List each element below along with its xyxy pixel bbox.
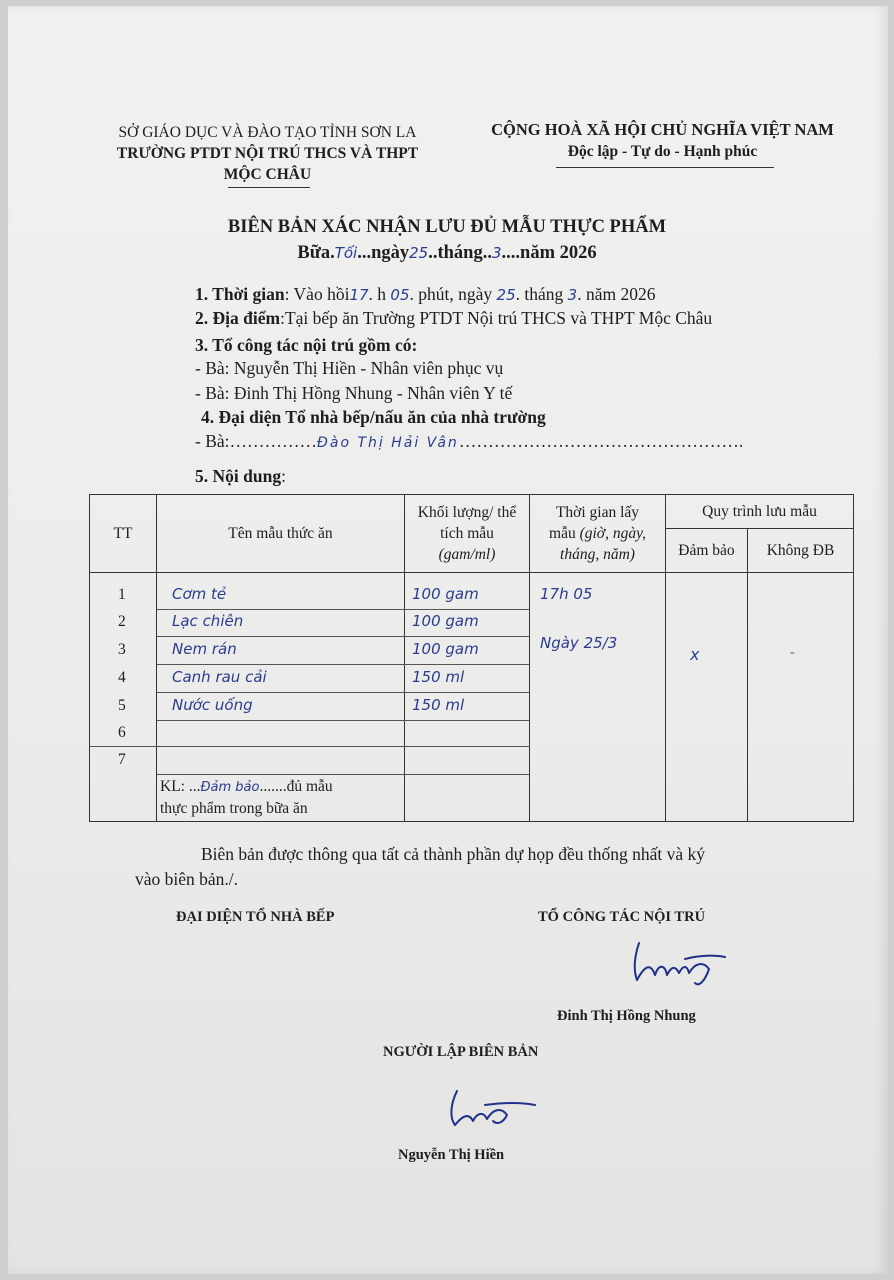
col-header-time-line2b: (giờ, ngày,: [579, 525, 646, 542]
col-header-ok: Đảm bảo: [666, 529, 748, 573]
not-ok-mark: -: [790, 645, 795, 660]
col-header-time-line1: Thời gian lấy: [555, 504, 640, 521]
section-time-text-e: . năm 2026: [577, 284, 656, 304]
row-weight: 100 gam: [412, 640, 479, 658]
ok-mark: x: [690, 645, 700, 664]
row-weight: 100 gam: [412, 612, 479, 630]
section-team-label: 3. Tổ công tác nội trú gồm có:: [195, 335, 418, 355]
conclusion-handwritten: Đảm bảo: [200, 780, 260, 795]
col-header-name: Tên mẫu thức ăn: [157, 495, 405, 573]
row-divider: [89, 746, 530, 747]
preparer-name: Nguyễn Thị Hiền: [398, 1147, 505, 1163]
row-tt: 7: [118, 751, 126, 768]
document-title: BIÊN BẢN XÁC NHẬN LƯU ĐỦ MẪU THỰC PHẨM: [227, 217, 667, 237]
sign-right-name: Đinh Thị Hồng Nhung: [557, 1008, 696, 1024]
kitchen-rep-prefix: - Bà:: [195, 431, 230, 451]
section-content-label: 5. Nội dung: [195, 466, 282, 486]
meal-line: [0, 243, 894, 264]
row-weight: 150 ml: [412, 696, 465, 714]
conclusion: [160, 776, 333, 819]
col-header-time-line3: tháng, năm): [560, 546, 635, 563]
meal-month-label: ..tháng..: [428, 243, 492, 263]
section-time-text-d: . tháng: [515, 284, 564, 304]
school-name: TRƯỜNG PTDT NỘI TRÚ THCS VÀ THPT: [116, 145, 419, 162]
kitchen-rep-name: Đào Thị Hải Vân: [317, 435, 459, 451]
row-food-name: Nước uống: [172, 696, 253, 714]
section-content-colon: :: [281, 466, 286, 486]
col-header-weight-line1: Khối lượng/ thể: [417, 504, 517, 521]
header-left: [100, 122, 435, 185]
section-location-label: 2. Địa điểm: [195, 308, 281, 328]
meal-day: 25: [409, 244, 429, 262]
header-right: [470, 119, 855, 162]
not-ok-column-body: [748, 573, 854, 822]
time-column-body: [530, 573, 666, 822]
school-location: MỘC CHÂU: [223, 166, 312, 183]
col-header-tt: TT: [90, 495, 157, 573]
col-header-weight-line3: (gam/ml): [438, 546, 496, 563]
row-weight: 150 ml: [412, 668, 465, 686]
sign-right-title: TỔ CÔNG TÁC NỘI TRÚ: [538, 909, 706, 925]
section-location: [195, 308, 712, 329]
sign-left-title: ĐẠI DIỆN TỔ NHÀ BẾP: [176, 909, 335, 925]
row-tt: 2: [118, 613, 126, 630]
signature-hien: [445, 1085, 545, 1135]
team-member-1: - Bà: Nguyễn Thị Hiền - Nhân viên phục vụ: [195, 358, 504, 378]
section-time-text-c: . phút, ngày: [409, 284, 493, 304]
row-weight: 100 gam: [412, 585, 479, 603]
row-tt: 6: [118, 724, 126, 741]
ok-column-body: [666, 573, 748, 822]
row-divider: [157, 636, 529, 637]
kitchen-rep-dots-before: ……………: [229, 431, 318, 451]
section-time-label: 1. Thời gian: [195, 284, 285, 304]
country-name: CỘNG HOÀ XÃ HỘI CHỦ NGHĨA VIỆT NAM: [491, 120, 834, 139]
section-time-text-a: : Vào hồi: [284, 284, 350, 304]
kitchen-rep-dots-after: ………………………………………….: [458, 431, 744, 451]
closing-line1: Biên bản được thông qua tất cả thành phần dự họp đều thống nhất và ký: [201, 844, 706, 864]
time-day: 25: [496, 286, 516, 304]
row-food-name: Lạc chiên: [172, 612, 244, 630]
meal-month: 3: [491, 244, 502, 262]
header-left-underline: [228, 187, 310, 188]
header-right-underline: [556, 167, 774, 168]
row-divider: [157, 774, 529, 775]
row-tt: 3: [118, 641, 126, 658]
col-header-time-line2: [531, 523, 664, 544]
col-header-process: Quy trình lưu mẫu: [666, 495, 854, 529]
meal-year-label: ....năm 2026: [501, 243, 597, 263]
motto: Độc lập - Tự do - Hạnh phúc: [567, 143, 758, 160]
section-location-text: :Tại bếp ăn Trường PTDT Nội trú THCS và THPT Mộc Châu: [280, 308, 713, 328]
row-food-name: Nem rán: [172, 640, 237, 658]
row-tt: 5: [118, 697, 126, 714]
section-time: [195, 284, 655, 305]
row-divider: [157, 664, 529, 665]
section-kitchen-label: 4. Đại diện Tổ nhà bếp/nấu ăn của nhà trường: [201, 407, 546, 427]
section-content: [195, 466, 286, 487]
conclusion-line2: thực phẩm trong bữa ăn: [160, 800, 308, 817]
team-member-2: - Bà: Đinh Thị Hồng Nhung - Nhân viên Y tế: [195, 383, 513, 403]
row-food-name: Canh rau cải: [172, 668, 267, 686]
row-divider: [157, 692, 529, 693]
row-divider: [157, 720, 529, 721]
row-tt: 1: [118, 586, 126, 603]
meal-value: Tối: [334, 244, 358, 262]
col-header-weight: [405, 495, 530, 573]
conclusion-suffix: .......đủ mẫu: [259, 778, 333, 795]
section-time-text-b: . h: [368, 284, 387, 304]
col-header-not-ok: Không ĐB: [748, 529, 854, 573]
department-name: SỞ GIÁO DỤC VÀ ĐÀO TẠO TỈNH SƠN LA: [118, 124, 417, 141]
row-food-name: Cơm tẻ: [172, 585, 227, 603]
sample-time-line2: Ngày 25/3: [540, 634, 618, 652]
row-tt: 4: [118, 669, 126, 686]
col-header-time: [530, 495, 666, 573]
signature-nhung: [625, 935, 735, 990]
col-header-weight-line2: tích mẫu: [440, 525, 494, 542]
time-minute: 05: [390, 286, 410, 304]
col-header-time-line2a: mẫu: [549, 525, 576, 542]
sample-time-line1: 17h 05: [540, 585, 593, 603]
conclusion-line1: [160, 776, 333, 798]
meal-prefix: Bữa.: [297, 243, 335, 263]
time-hour: 17: [349, 286, 369, 304]
kitchen-rep: [195, 431, 743, 452]
time-month: 3: [567, 286, 578, 304]
food-sample-table: [89, 494, 854, 822]
row-divider: [157, 609, 529, 610]
meal-day-label: ...ngày: [357, 243, 410, 263]
closing-line2: vào biên bản./.: [135, 869, 239, 889]
preparer-title: NGƯỜI LẬP BIÊN BẢN: [383, 1044, 539, 1060]
conclusion-prefix: KL: ...: [160, 778, 201, 795]
